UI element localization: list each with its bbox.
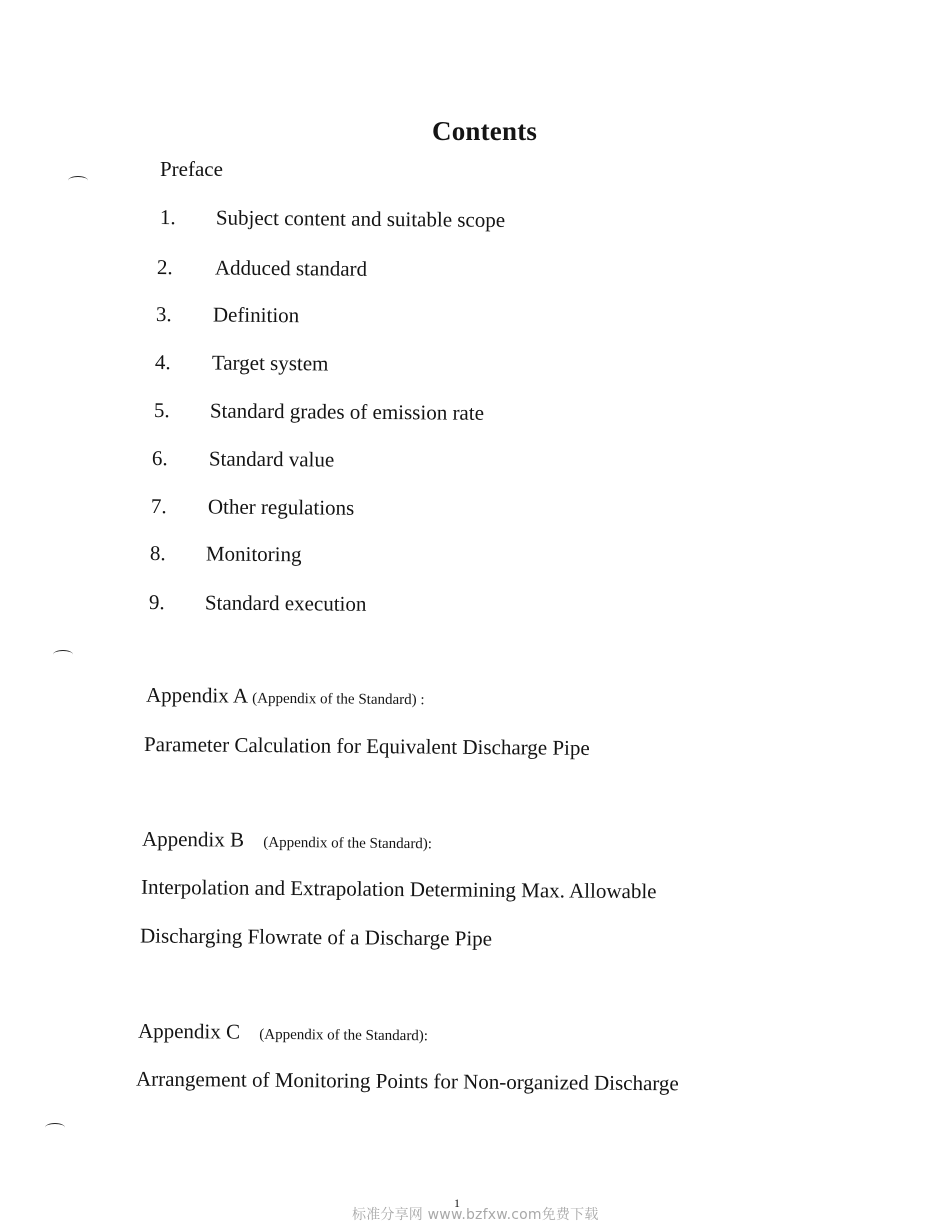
appendix-a-heading <box>146 683 425 710</box>
toc-number: 6. <box>151 446 168 471</box>
appendix-a-title: Appendix A <box>145 682 248 708</box>
appendix-b-line-2: Discharging Flowrate of a Discharge Pipe <box>139 923 493 951</box>
toc-label: Target system <box>211 350 329 376</box>
appendix-b-line-1: Interpolation and Extrapolation Determining Max. Allowable <box>140 874 657 904</box>
toc-number: 8. <box>149 541 166 566</box>
toc-label: Definition <box>212 302 300 328</box>
appendix-c-heading <box>138 1019 428 1047</box>
toc-preface: Preface <box>160 157 223 181</box>
appendix-c-line-1: Arrangement of Monitoring Points for Non-organized Discharge <box>135 1066 679 1096</box>
scan-mark-2 <box>53 650 73 659</box>
toc-number: 1. <box>159 205 176 230</box>
toc-number: 7. <box>150 494 167 519</box>
page-number: 1 <box>454 1196 460 1210</box>
appendix-b-note: (Appendix of the Standard): <box>263 834 433 853</box>
appendix-a-note: (Appendix of the Standard) : <box>252 690 425 709</box>
toc-label: Adduced standard <box>214 255 368 281</box>
toc-label: Standard execution <box>204 590 367 616</box>
appendix-c-note: (Appendix of the Standard): <box>259 1026 429 1045</box>
toc-label: Standard value <box>208 446 335 472</box>
toc-label: Monitoring <box>205 541 302 567</box>
toc-label: Other regulations <box>207 494 355 520</box>
appendix-b-heading <box>142 827 432 855</box>
scan-mark-3 <box>45 1123 65 1132</box>
toc-number: 5. <box>153 398 170 423</box>
appendix-b-title: Appendix B <box>141 826 245 852</box>
toc-number: 3. <box>155 302 172 327</box>
scan-mark-1 <box>68 176 88 185</box>
toc-number: 9. <box>148 590 165 615</box>
watermark-text: 标准分享网 www.bzfxw.com免费下载 <box>352 1207 599 1223</box>
page-title: Contents <box>432 116 538 146</box>
appendix-a-line-1: Parameter Calculation for Equivalent Discharge Pipe <box>143 732 590 760</box>
toc-label: Subject content and suitable scope <box>215 205 506 233</box>
toc-label: Standard grades of emission rate <box>209 398 485 425</box>
toc-number: 2. <box>156 255 173 280</box>
appendix-c-title: Appendix C <box>137 1018 241 1044</box>
toc-number: 4. <box>154 350 171 375</box>
